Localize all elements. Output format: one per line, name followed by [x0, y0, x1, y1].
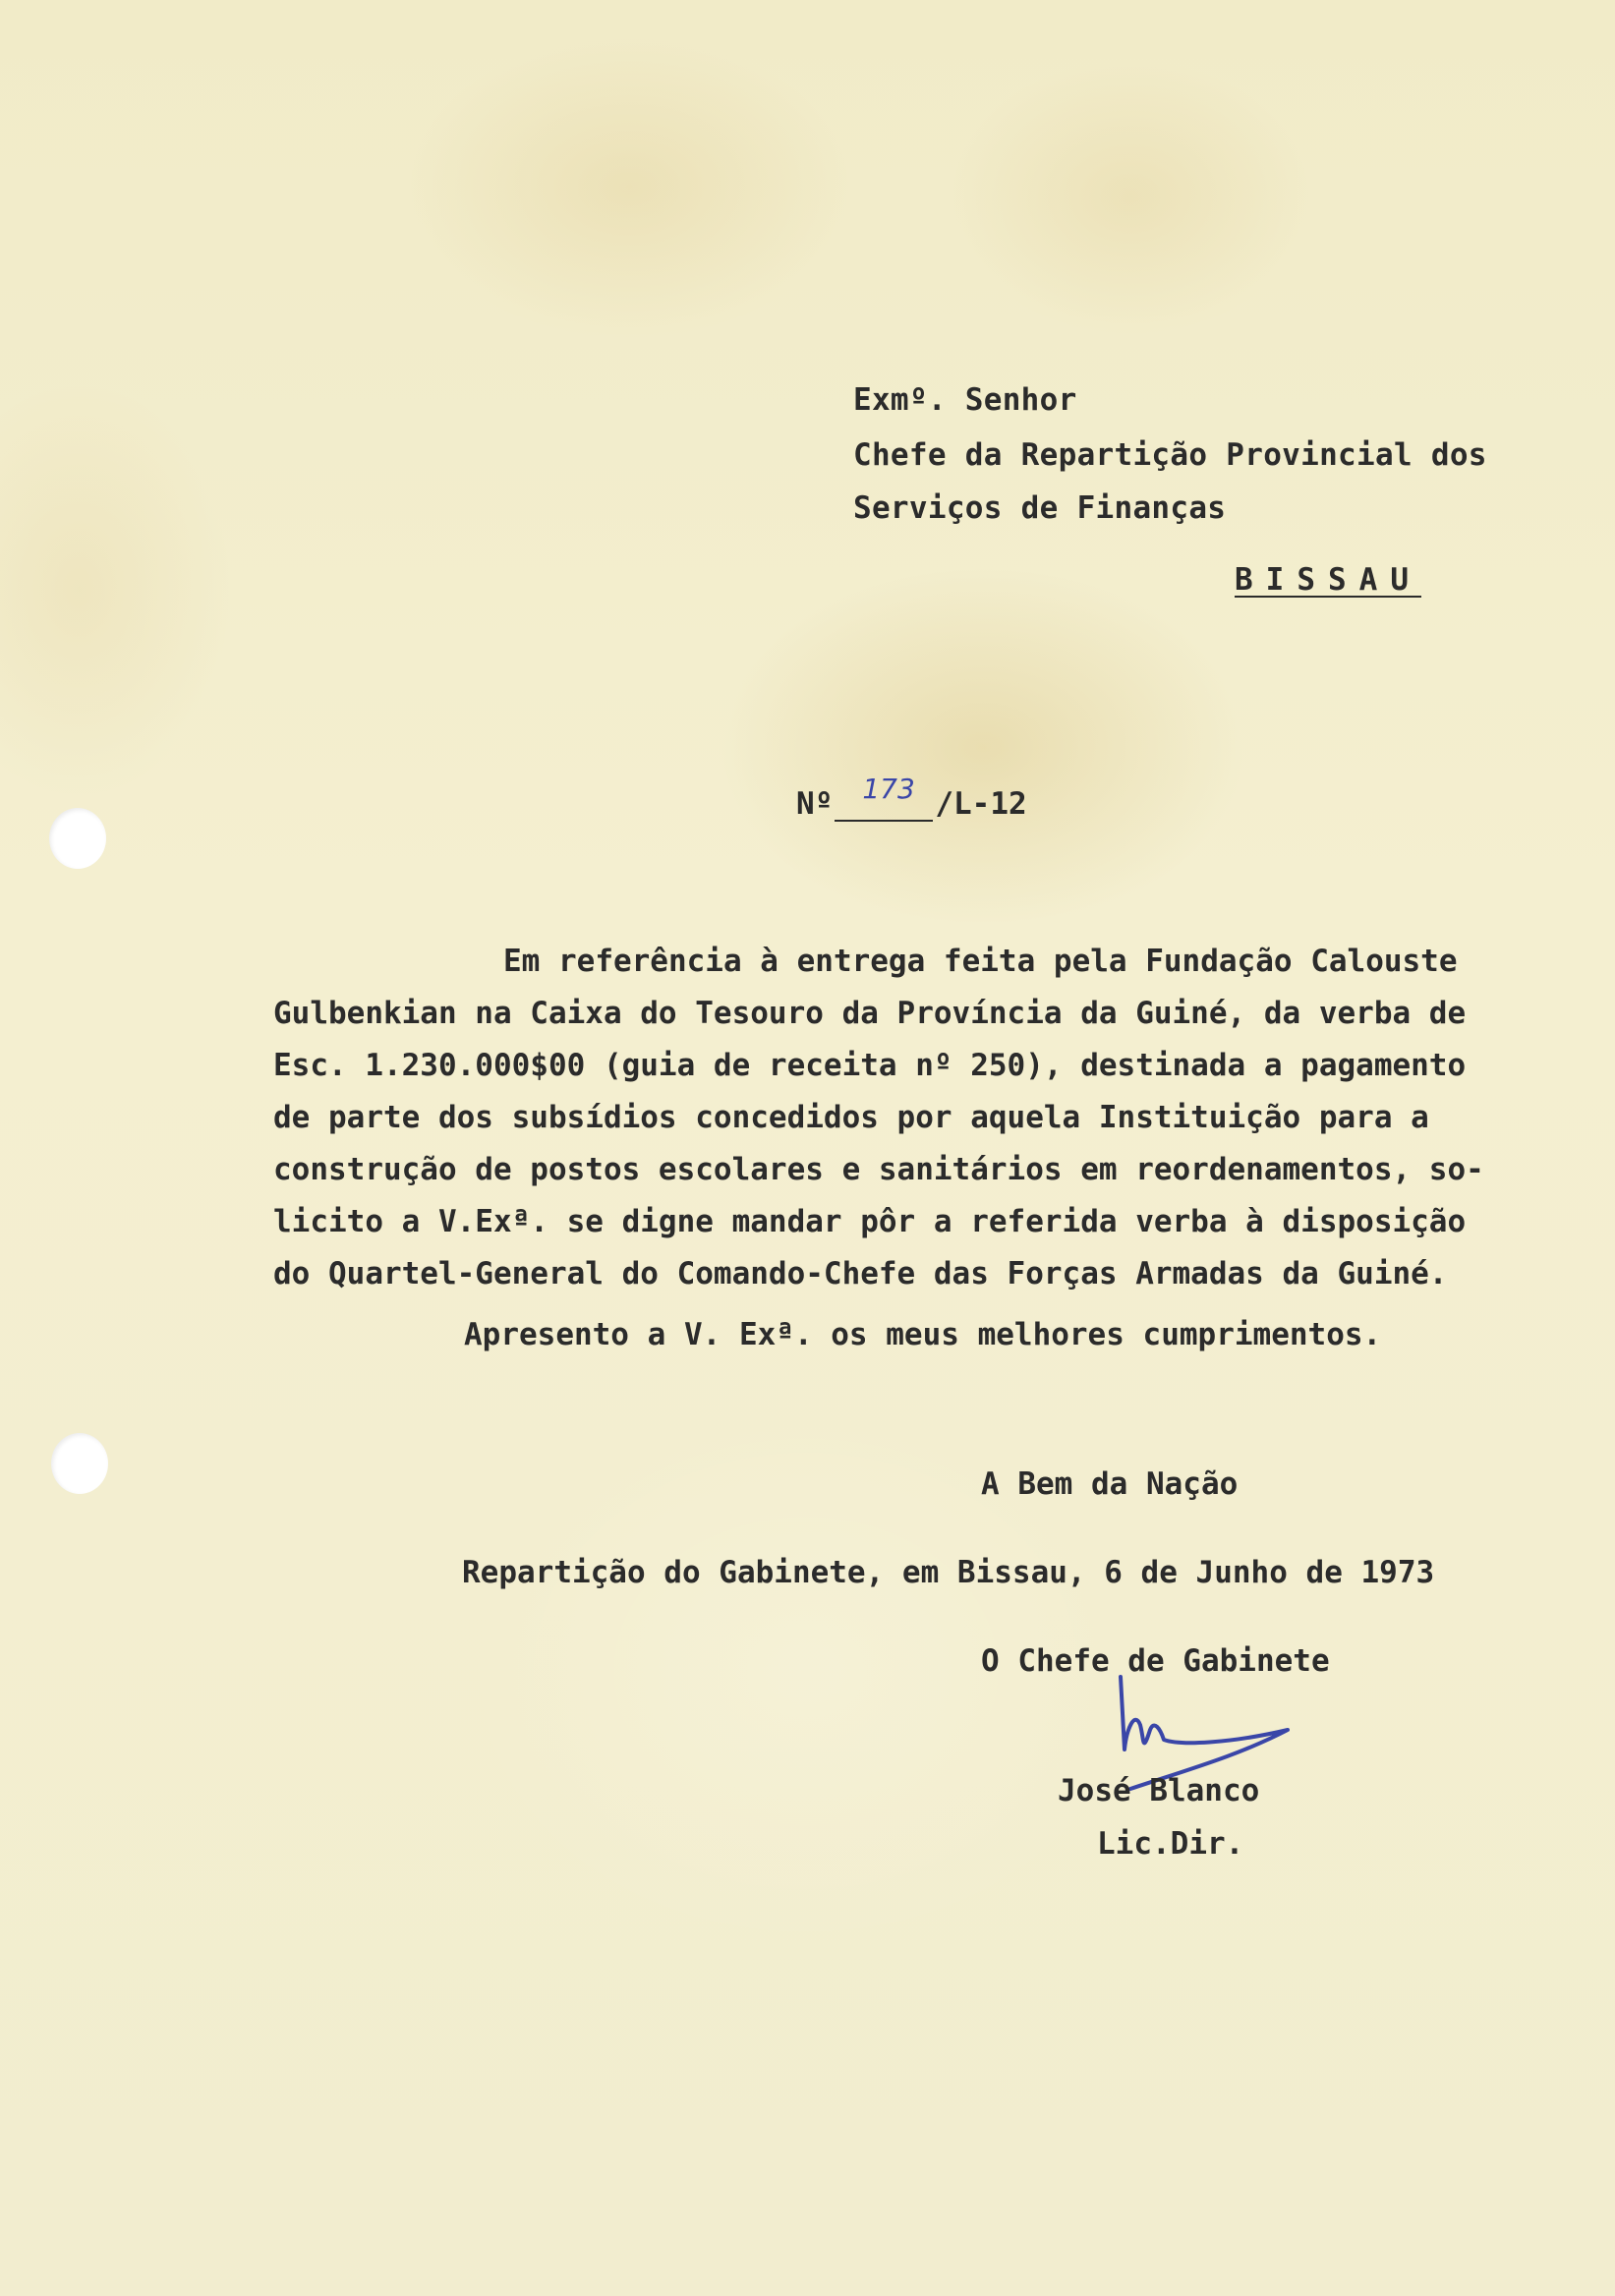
place-date: Repartição do Gabinete, em Bissau, 6 de Junho de 1973 [462, 1555, 1435, 1590]
motto: A Bem da Nação [981, 1466, 1239, 1502]
body-line-6: licito a V.Exª. se digne mandar pôr a referida verba à disposição [273, 1204, 1467, 1239]
body-line-7: do Quartel-General do Comando-Chefe das Forças Armadas da Guiné. [273, 1256, 1448, 1292]
body-line-3: Esc. 1.230.000$00 (guia de receita nº 250), destinada a pagamento [273, 1048, 1467, 1083]
signatory-name: José Blanco [1058, 1773, 1260, 1808]
body-line-2: Gulbenkian na Caixa do Tesouro da Província da Guiné, da verba de [273, 996, 1467, 1031]
reference-handwritten-number: 173 [862, 773, 915, 805]
recipient-salutation: Exmº. Senhor [853, 382, 1077, 418]
body-line-5: construção de postos escolares e sanitários em reordenamentos, so- [273, 1152, 1484, 1187]
punch-hole-top [49, 808, 106, 869]
recipient-line-1: Chefe da Repartição Provincial dos [853, 437, 1487, 473]
closing-line: Apresento a V. Exª. os meus melhores cumprimentos. [464, 1317, 1382, 1352]
punch-hole-bottom [51, 1433, 108, 1494]
signatory-role: O Chefe de Gabinete [981, 1643, 1330, 1679]
recipient-line-2: Serviços de Finanças [853, 490, 1227, 526]
reference-suffix: /L-12 [935, 786, 1027, 822]
body-line-4: de parte dos subsídios concedidos por aquela Instituição para a [273, 1100, 1429, 1135]
recipient-city: BISSAU [1235, 562, 1421, 598]
reference-prefix: Nº [796, 786, 834, 822]
signatory-title: Lic.Dir. [1097, 1826, 1244, 1862]
reference-blank [835, 773, 933, 822]
body-line-1: Em referência à entrega feita pela Fundação Calouste [503, 944, 1458, 979]
reference-number [796, 773, 1027, 822]
